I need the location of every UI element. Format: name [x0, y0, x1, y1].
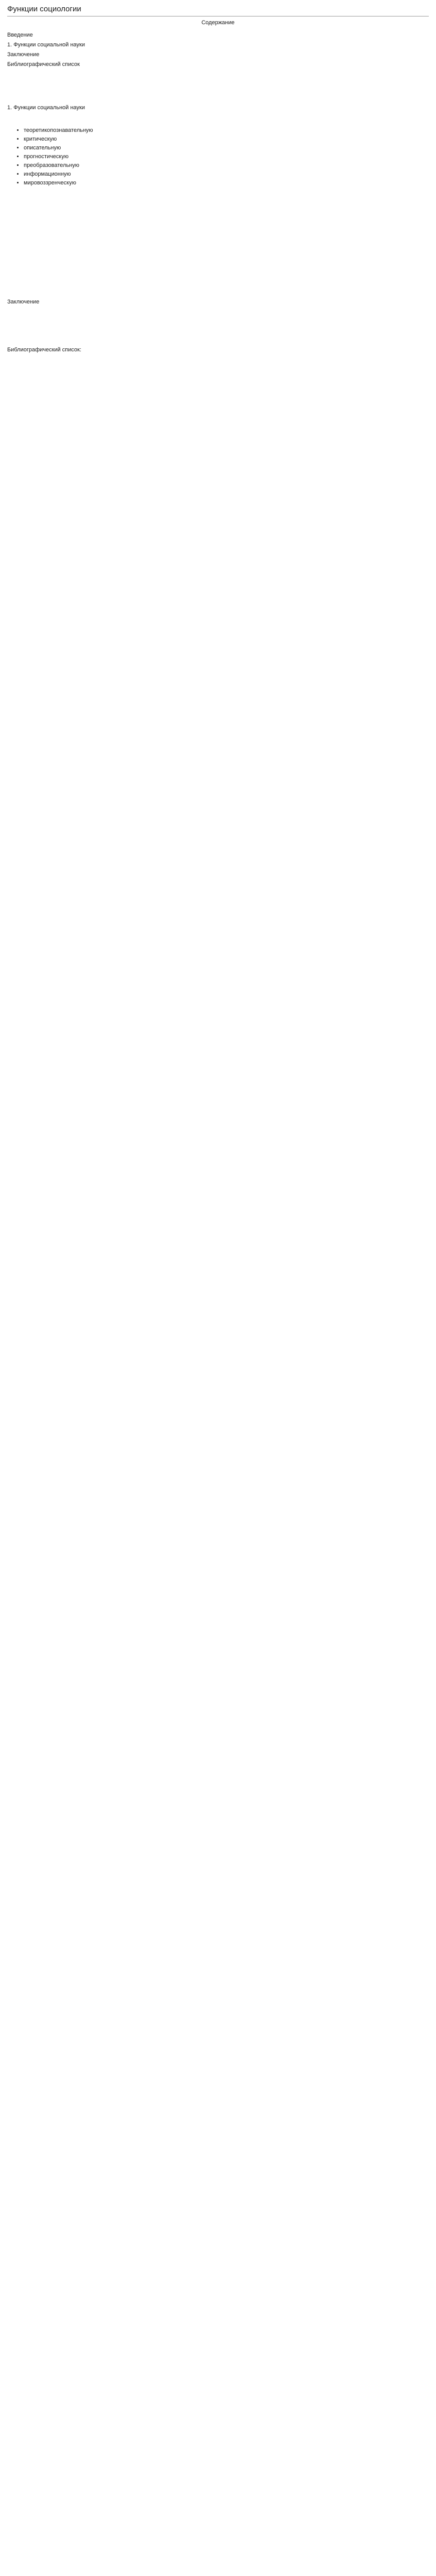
paragraph — [7, 115, 429, 122]
paragraph — [7, 238, 429, 245]
list-item: • мировоззренческую — [24, 179, 429, 188]
section-heading: Заключение — [7, 298, 40, 305]
paragraph — [7, 204, 429, 211]
paragraph — [7, 227, 429, 234]
list-item: • теоретикопознавательную — [24, 126, 429, 135]
section-heading: 1. Функции социальной науки — [7, 105, 85, 111]
table-of-contents — [7, 30, 429, 70]
list-item: • информационную — [24, 170, 429, 179]
paragraph — [7, 320, 429, 327]
list-item: • критическую — [24, 135, 429, 144]
paragraph — [7, 272, 429, 279]
paragraph — [7, 249, 429, 257]
toc-item: Заключение — [7, 52, 40, 58]
function-list — [7, 126, 429, 188]
list-item: • описательную — [24, 144, 429, 152]
toc-item: Введение — [7, 32, 33, 39]
paragraph — [7, 331, 429, 338]
bibliography-item — [7, 357, 429, 364]
paragraph — [7, 283, 429, 291]
list-item: • прогностическую — [24, 152, 429, 161]
toc-heading: Содержание — [201, 20, 235, 26]
paragraph — [7, 215, 429, 223]
page-title: Функции социологии — [7, 3, 429, 16]
bibliography-list — [7, 357, 429, 374]
paragraph — [7, 261, 429, 268]
list-item: • преобразовательную — [24, 161, 429, 170]
bibliography-item — [7, 367, 429, 374]
paragraph — [7, 309, 429, 316]
paragraph — [7, 193, 429, 200]
section-heading: Библиографический список: — [7, 346, 82, 353]
toc-item: 1. Функции социальной науки — [7, 42, 85, 48]
toc-item: Библиографический список — [7, 61, 80, 68]
